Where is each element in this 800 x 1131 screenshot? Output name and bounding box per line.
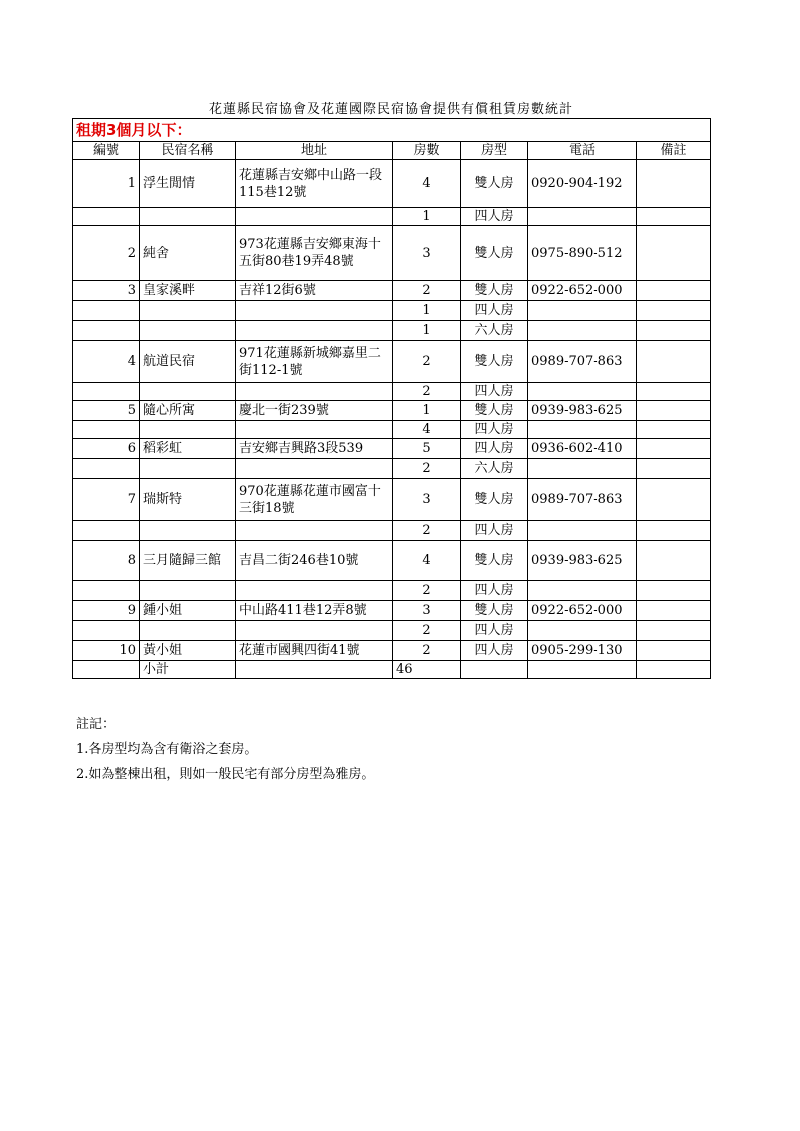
cell-address bbox=[236, 421, 393, 439]
cell-phone bbox=[528, 383, 637, 401]
cell-phone: 0939-983-625 bbox=[528, 401, 637, 421]
table-row bbox=[73, 581, 711, 601]
header-rooms: 房數 bbox=[393, 142, 461, 160]
cell-note bbox=[637, 601, 711, 621]
cell-guesthouse-name bbox=[140, 459, 236, 479]
cell-row-number: 1 bbox=[73, 160, 140, 208]
table-row bbox=[73, 421, 711, 439]
cell-room-type: 雙人房 bbox=[461, 226, 528, 281]
cell-guesthouse-name bbox=[140, 301, 236, 321]
cell-note bbox=[637, 621, 711, 641]
cell-note bbox=[637, 401, 711, 421]
table-row bbox=[73, 621, 711, 641]
cell-phone: 0936-602-410 bbox=[528, 439, 637, 459]
cell-note bbox=[637, 641, 711, 661]
table-row bbox=[73, 479, 711, 521]
cell-room-count: 1 bbox=[393, 321, 461, 341]
cell-guesthouse-name: 純舍 bbox=[140, 226, 236, 281]
cell-address bbox=[236, 581, 393, 601]
header-name: 民宿名稱 bbox=[140, 142, 236, 160]
table-body bbox=[73, 160, 711, 661]
cell-guesthouse-name bbox=[140, 421, 236, 439]
table-row bbox=[73, 341, 711, 383]
header-note: 備註 bbox=[637, 142, 711, 160]
cell-note bbox=[637, 459, 711, 479]
cell-room-count: 2 bbox=[393, 621, 461, 641]
table-row bbox=[73, 541, 711, 581]
cell-room-count: 4 bbox=[393, 421, 461, 439]
cell-room-count: 2 bbox=[393, 459, 461, 479]
cell-guesthouse-name: 三月隨歸三館 bbox=[140, 541, 236, 581]
cell-row-number bbox=[73, 521, 140, 541]
cell-guesthouse-name: 鍾小姐 bbox=[140, 601, 236, 621]
cell-room-type: 雙人房 bbox=[461, 281, 528, 301]
cell-room-count: 4 bbox=[393, 160, 461, 208]
header-type: 房型 bbox=[461, 142, 528, 160]
cell-phone: 0939-983-625 bbox=[528, 541, 637, 581]
cell-room-type: 雙人房 bbox=[461, 341, 528, 383]
cell-phone bbox=[528, 581, 637, 601]
cell-note bbox=[637, 208, 711, 226]
cell-row-number: 3 bbox=[73, 281, 140, 301]
cell-address bbox=[236, 301, 393, 321]
cell-address bbox=[236, 208, 393, 226]
cell-address: 慶北一街239號 bbox=[236, 401, 393, 421]
cell-room-count: 3 bbox=[393, 479, 461, 521]
rental-room-table bbox=[72, 118, 711, 679]
cell-address: 970花蓮縣花蓮市國富十三街18號 bbox=[236, 479, 393, 521]
cell-room-type: 雙人房 bbox=[461, 479, 528, 521]
cell-room-count: 2 bbox=[393, 383, 461, 401]
cell-guesthouse-name: 瑞斯特 bbox=[140, 479, 236, 521]
cell-room-type: 六人房 bbox=[461, 459, 528, 479]
note-item: 1.各房型均為含有衛浴之套房。 bbox=[76, 742, 258, 757]
cell-phone bbox=[528, 521, 637, 541]
cell-phone: 0989-707-863 bbox=[528, 341, 637, 383]
cell-guesthouse-name: 浮生閒情 bbox=[140, 160, 236, 208]
cell-address: 973花蓮縣吉安鄉東海十五街80巷19弄48號 bbox=[236, 226, 393, 281]
cell-guesthouse-name: 黃小姐 bbox=[140, 641, 236, 661]
cell-room-count: 1 bbox=[393, 208, 461, 226]
table-row bbox=[73, 439, 711, 459]
cell-room-count: 2 bbox=[393, 281, 461, 301]
notes-section bbox=[76, 712, 374, 787]
cell-row-number: 8 bbox=[73, 541, 140, 581]
cell-phone: 0905-299-130 bbox=[528, 641, 637, 661]
cell-room-type: 六人房 bbox=[461, 321, 528, 341]
note-item: 2.如為整棟出租，則如一般民宅有部分房型為雅房。 bbox=[76, 767, 375, 782]
cell-guesthouse-name bbox=[140, 621, 236, 641]
cell-room-count: 4 bbox=[393, 541, 461, 581]
table-row bbox=[73, 208, 711, 226]
cell-row-number bbox=[73, 459, 140, 479]
cell-phone bbox=[528, 421, 637, 439]
cell-address bbox=[236, 459, 393, 479]
cell-address bbox=[236, 521, 393, 541]
cell-address: 971花蓮縣新城鄉嘉里二街112-1號 bbox=[236, 341, 393, 383]
table-row bbox=[73, 281, 711, 301]
cell-phone: 0922-652-000 bbox=[528, 281, 637, 301]
cell-guesthouse-name: 皇家溪畔 bbox=[140, 281, 236, 301]
cell-phone bbox=[528, 621, 637, 641]
cell-guesthouse-name bbox=[140, 208, 236, 226]
cell-room-count: 3 bbox=[393, 601, 461, 621]
cell-phone bbox=[528, 459, 637, 479]
cell-room-count: 2 bbox=[393, 521, 461, 541]
cell-phone bbox=[528, 208, 637, 226]
cell-guesthouse-name: 航道民宿 bbox=[140, 341, 236, 383]
subtotal-row bbox=[73, 661, 711, 679]
cell-room-count: 1 bbox=[393, 401, 461, 421]
cell-guesthouse-name bbox=[140, 581, 236, 601]
table-row bbox=[73, 521, 711, 541]
cell-row-number: 7 bbox=[73, 479, 140, 521]
cell-row-number: 10 bbox=[73, 641, 140, 661]
table-row bbox=[73, 641, 711, 661]
cell-room-count: 2 bbox=[393, 581, 461, 601]
cell-row-number: 9 bbox=[73, 601, 140, 621]
cell-room-type: 四人房 bbox=[461, 521, 528, 541]
cell-phone bbox=[528, 321, 637, 341]
cell-guesthouse-name bbox=[140, 321, 236, 341]
cell-row-number: 4 bbox=[73, 341, 140, 383]
cell-address bbox=[236, 383, 393, 401]
cell-address: 吉昌二街246巷10號 bbox=[236, 541, 393, 581]
header-no: 編號 bbox=[73, 142, 140, 160]
cell-row-number bbox=[73, 621, 140, 641]
cell-note bbox=[637, 439, 711, 459]
cell-room-type: 雙人房 bbox=[461, 541, 528, 581]
cell-address: 花蓮市國興四街41號 bbox=[236, 641, 393, 661]
cell-room-type: 雙人房 bbox=[461, 160, 528, 208]
header-phone: 電話 bbox=[528, 142, 637, 160]
table-row bbox=[73, 321, 711, 341]
document-title: 花蓮縣民宿協會及花蓮國際民宿協會提供有償租賃房數統計 bbox=[208, 102, 573, 117]
table-row bbox=[73, 401, 711, 421]
cell-room-type: 雙人房 bbox=[461, 601, 528, 621]
cell-address: 中山路411巷12弄8號 bbox=[236, 601, 393, 621]
cell-row-number bbox=[73, 208, 140, 226]
cell-phone: 0920-904-192 bbox=[528, 160, 637, 208]
cell-phone: 0922-652-000 bbox=[528, 601, 637, 621]
table-row bbox=[73, 301, 711, 321]
cell-room-type: 四人房 bbox=[461, 301, 528, 321]
period-label: 租期3個月以下： bbox=[73, 119, 711, 142]
cell-row-number bbox=[73, 301, 140, 321]
cell-room-type: 四人房 bbox=[461, 439, 528, 459]
cell-note bbox=[637, 521, 711, 541]
cell-note bbox=[637, 421, 711, 439]
cell-row-number bbox=[73, 383, 140, 401]
cell-room-type: 雙人房 bbox=[461, 401, 528, 421]
notes-heading: 註記： bbox=[76, 717, 116, 732]
cell-room-count: 2 bbox=[393, 641, 461, 661]
cell-note bbox=[637, 479, 711, 521]
cell-guesthouse-name: 隨心所寓 bbox=[140, 401, 236, 421]
cell-room-count: 5 bbox=[393, 439, 461, 459]
cell-room-count: 2 bbox=[393, 341, 461, 383]
table-row bbox=[73, 226, 711, 281]
cell-note bbox=[637, 581, 711, 601]
table-row bbox=[73, 601, 711, 621]
cell-note bbox=[637, 341, 711, 383]
cell-note bbox=[637, 281, 711, 301]
cell-note bbox=[637, 541, 711, 581]
cell-phone bbox=[528, 301, 637, 321]
cell-address: 吉祥12街6號 bbox=[236, 281, 393, 301]
cell-address: 花蓮縣吉安鄉中山路一段115巷12號 bbox=[236, 160, 393, 208]
header-address: 地址 bbox=[236, 142, 393, 160]
cell-room-type: 四人房 bbox=[461, 621, 528, 641]
cell-address: 吉安鄉吉興路3段539 bbox=[236, 439, 393, 459]
cell-room-type: 四人房 bbox=[461, 208, 528, 226]
cell-guesthouse-name bbox=[140, 383, 236, 401]
cell-room-type: 四人房 bbox=[461, 383, 528, 401]
cell-room-count: 1 bbox=[393, 301, 461, 321]
cell-row-number bbox=[73, 581, 140, 601]
cell-note bbox=[637, 301, 711, 321]
cell-address bbox=[236, 321, 393, 341]
table-row bbox=[73, 383, 711, 401]
table-row bbox=[73, 459, 711, 479]
cell-note bbox=[637, 383, 711, 401]
cell-row-number: 6 bbox=[73, 439, 140, 459]
cell-room-count: 3 bbox=[393, 226, 461, 281]
cell-phone: 0989-707-863 bbox=[528, 479, 637, 521]
cell-phone: 0975-890-512 bbox=[528, 226, 637, 281]
cell-room-type: 四人房 bbox=[461, 581, 528, 601]
cell-note bbox=[637, 226, 711, 281]
table-row bbox=[73, 160, 711, 208]
cell-room-type: 四人房 bbox=[461, 421, 528, 439]
cell-guesthouse-name bbox=[140, 521, 236, 541]
table-header bbox=[73, 142, 711, 160]
subtotal-value: 46 bbox=[393, 661, 461, 679]
cell-row-number bbox=[73, 321, 140, 341]
cell-address bbox=[236, 621, 393, 641]
subtotal-label: 小計 bbox=[140, 661, 236, 679]
cell-row-number: 5 bbox=[73, 401, 140, 421]
cell-note bbox=[637, 160, 711, 208]
cell-row-number bbox=[73, 421, 140, 439]
cell-note bbox=[637, 321, 711, 341]
cell-row-number: 2 bbox=[73, 226, 140, 281]
cell-room-type: 四人房 bbox=[461, 641, 528, 661]
cell-guesthouse-name: 稻彩虹 bbox=[140, 439, 236, 459]
